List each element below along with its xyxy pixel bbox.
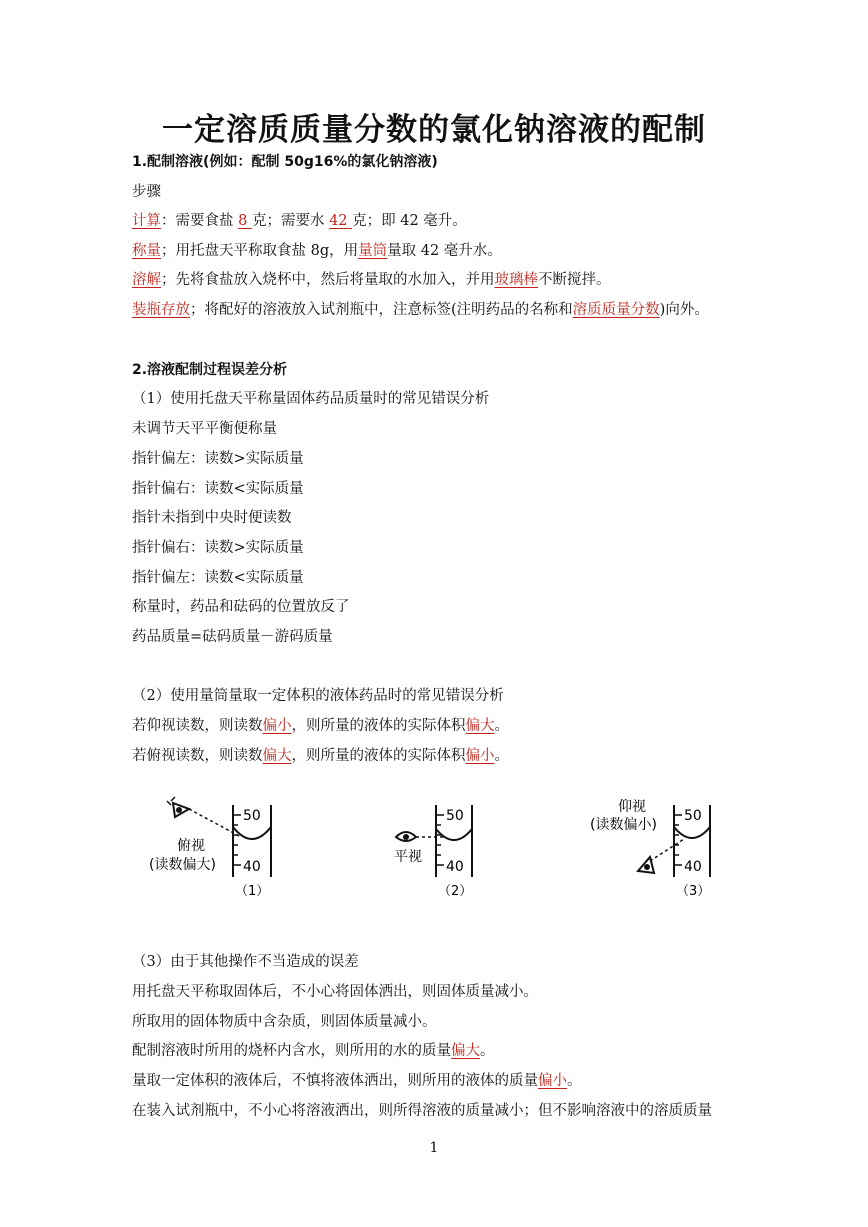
figure-looking-down — [145, 795, 285, 911]
step-calc-keyword: 计算 — [132, 213, 161, 229]
page-number: 1 — [429, 1140, 439, 1156]
step-weigh-keyword: 称量 — [132, 243, 161, 259]
eye-icon — [167, 797, 189, 817]
part3-line: 在装入试剂瓶中，不小心将溶液洒出，则所得溶液的质量减小；但不影响溶液中的溶质质量 — [132, 1103, 712, 1119]
tick-label-50: 50 — [684, 808, 702, 824]
step-calc-text: 克；即 42 毫升。 — [352, 213, 467, 229]
part1-line: 称量时，药品和砝码的位置放反了 — [132, 599, 350, 615]
part3-line: 用托盘天平称取固体后，不小心将固体洒出，则固体质量减小。 — [132, 984, 538, 1000]
tick-label-40: 40 — [446, 859, 464, 875]
part2-line-upward — [132, 716, 509, 736]
reading-result: 偏小 — [262, 718, 292, 734]
section1-heading: 1.配制溶液(例如：配制 50g16%的氯化钠溶液) — [132, 154, 438, 170]
graduated-cylinder-term: 量筒 — [358, 243, 388, 259]
part2-text: 若仰视读数，则读数 — [132, 718, 263, 734]
part3-line: 所取用的固体物质中含杂质，则固体质量减小。 — [132, 1014, 437, 1030]
tick-label-40: 40 — [684, 859, 702, 875]
step-calc-text: 克；需要水 — [251, 213, 330, 229]
figure-label: (读数偏大) — [149, 857, 216, 873]
step-store — [132, 300, 709, 320]
part1-line: 指针偏左：读数<实际质量 — [132, 570, 304, 586]
part2-text: ，则所量的液体的实际体积 — [291, 718, 466, 734]
step-calc-text: ：需要食盐 — [161, 213, 239, 229]
page-title: 一定溶质质量分数的氯化钠溶液的配制 — [162, 112, 706, 148]
step-dissolve-text: ；先将食盐放入烧杯中，然后将量取的水加入，并用 — [161, 272, 495, 288]
part2-text: 。 — [494, 718, 509, 734]
figure-caption: （3） — [676, 884, 711, 899]
step-weigh-text: ；用托盘天平称取食盐 8g，用 — [161, 243, 359, 259]
volume-result: 偏大 — [465, 718, 495, 734]
part1-line: 药品质量=砝码质量－游码质量 — [132, 629, 333, 645]
tick-label-40: 40 — [243, 859, 261, 875]
step-dissolve-text: 不断搅拌。 — [538, 272, 611, 288]
part3-line — [132, 1041, 495, 1061]
step-dissolve-keyword: 溶解 — [132, 272, 161, 288]
glass-rod-term: 玻璃棒 — [494, 272, 538, 288]
part1-line: 指针偏右：读数<实际质量 — [132, 481, 304, 497]
figure-label: 仰视 — [618, 799, 646, 815]
mass-fraction-term: 溶质质量分数 — [572, 302, 660, 318]
part3-text: 。 — [567, 1073, 582, 1089]
eye-icon — [396, 832, 416, 841]
figure-level-view — [388, 795, 518, 911]
steps-label: 步骤 — [132, 184, 161, 200]
volume-result: 偏小 — [465, 748, 495, 764]
part2-text: 。 — [494, 748, 509, 764]
part1-line: 指针偏右：读数>实际质量 — [132, 540, 304, 556]
part3-line — [132, 1071, 582, 1091]
part1-line: 指针偏左：读数>实际质量 — [132, 451, 304, 467]
step-store-text: ；将配好的溶液放入试剂瓶中，注意标签(注明药品的名称和 — [190, 302, 573, 318]
part1-line: 未调节天平平衡便称量 — [132, 421, 277, 437]
step-weigh-text: 量取 42 毫升水。 — [387, 243, 502, 259]
eye-icon — [638, 857, 654, 873]
section2-heading: 2.溶液配制过程误差分析 — [132, 362, 288, 378]
water-mass-result: 偏大 — [451, 1043, 480, 1059]
part3-text: 量取一定体积的液体后，不慎将液体洒出，则所用的液体的质量 — [132, 1073, 538, 1089]
step-dissolve — [132, 270, 611, 290]
part2-text: 若俯视读数，则读数 — [132, 748, 263, 764]
part3-text: 。 — [480, 1043, 495, 1059]
part3-title: （3）由于其他操作不当造成的误差 — [132, 954, 359, 970]
part3-text: 配制溶液时所用的烧杯内含水，则所用的水的质量 — [132, 1043, 451, 1059]
figure-label: 平视 — [394, 849, 422, 865]
part2-line-downward — [132, 746, 509, 766]
salt-amount: 8 — [238, 213, 252, 229]
step-calc — [132, 211, 467, 231]
step-store-text: )向外。 — [659, 302, 709, 318]
reading-result: 偏大 — [262, 748, 292, 764]
tick-label-50: 50 — [446, 808, 464, 824]
figure-label: 俯视 — [177, 838, 205, 854]
figure-caption: （2） — [438, 884, 473, 899]
liquid-mass-result: 偏小 — [538, 1073, 567, 1089]
part2-text: ，则所量的液体的实际体积 — [291, 748, 466, 764]
step-weigh — [132, 241, 502, 261]
part1-title: （1）使用托盘天平称量固体药品质量时的常见错误分析 — [132, 391, 490, 407]
water-amount: 42 — [329, 213, 353, 229]
tick-label-50: 50 — [243, 808, 261, 824]
part1-line: 指针未指到中央时便读数 — [132, 510, 292, 526]
part2-title: （2）使用量筒量取一定体积的液体药品时的常见错误分析 — [132, 688, 504, 704]
figure-label: (读数偏小) — [590, 817, 657, 833]
figure-caption: （1） — [235, 884, 270, 899]
step-store-keyword: 装瓶存放 — [132, 302, 190, 318]
figure-looking-up — [588, 795, 728, 911]
